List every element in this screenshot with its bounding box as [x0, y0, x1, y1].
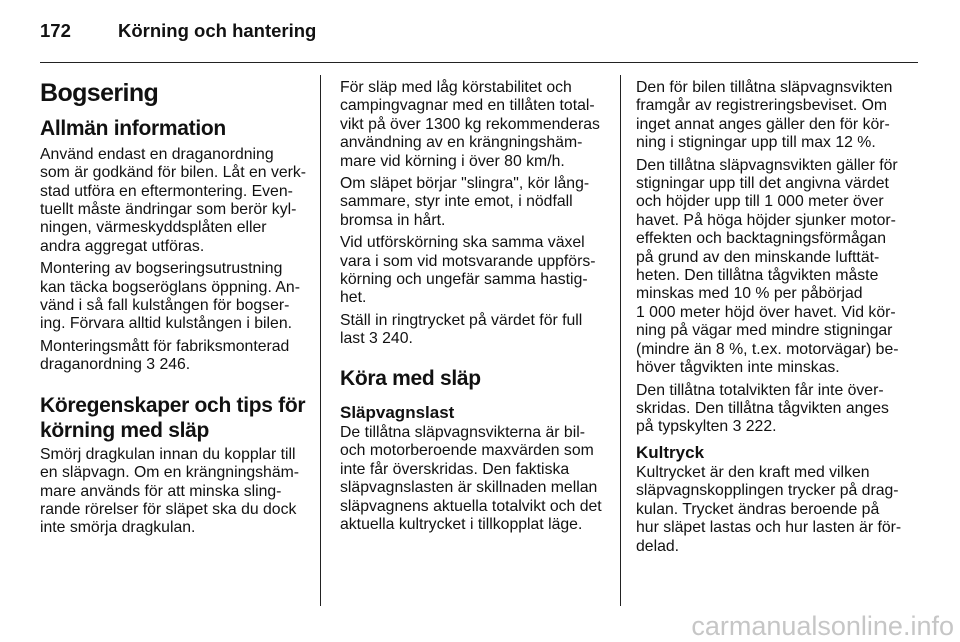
body-paragraph: För släp med låg körstabilitet och campingvagnar med en tillåten total- vikt på över 1300 kg rekommenderas användning av en krängningshäm- mare vid körning i över 80 km/h. [340, 79, 600, 170]
subsection-heading-general-info: Allmän information [40, 116, 226, 140]
body-paragraph: Monteringsmått för fabriksmonterad draganordning 3 246. [40, 337, 290, 374]
page-number: 172 [40, 20, 71, 41]
watermark: carmanualsonline.info [691, 611, 954, 641]
column-3 [636, 79, 901, 556]
section-title: Bogsering [40, 79, 159, 107]
body-paragraph: Den tillåtna totalvikten får inte över- skridas. Den tillåtna tågvikten anges på typskylten 3 222. [636, 381, 889, 436]
column-1 [40, 78, 306, 538]
subheading-drawbar-load: Kultryck [636, 443, 705, 463]
body-paragraph: Vid utförskörning ska samma växel vara i som vid motsvarande uppförs- körning och ungefär samma hastig- het. [340, 234, 596, 307]
body-paragraph: Ställ in ringtrycket på värdet för full last 3 240. [340, 311, 583, 348]
chapter-title: Körning och hantering [118, 20, 317, 41]
body-paragraph: De tillåtna släpvagnsvikterna är bil- och motorberoende maxvärden som inte får överskridas. Den faktiska släpvagnslasten är skillnaden mellan släpvagnens aktuella totalvikt och det aktuella kultrycket i tillkopplat läge. [340, 423, 602, 533]
body-paragraph: Den för bilen tillåtna släpvagnsvikten framgår av registreringsbeviset. Om inget annat anges gäller den för kör- ning i stigningar upp till max 12 %. [636, 79, 893, 152]
header-rule [40, 62, 918, 63]
body-paragraph: Montering av bogseringsutrustning kan täcka bogseröglans öppning. An- vänd i så fall kulstången för bogser- ing. Förvara alltid kulstången i bilen. [40, 260, 300, 333]
body-paragraph: Kultrycket är den kraft med vilken släpvagnskopplingen trycker på drag- kulan. Trycket ändras beroende på hur släpet lastas och hur lasten är för- delad. [636, 463, 902, 555]
column-divider [320, 75, 321, 606]
subsection-heading-driving-tips: Köregenskaper och tips för körning med släp [40, 393, 306, 442]
body-paragraph: Den tillåtna släpvagnsvikten gäller för stigningar upp till det angivna värdet och höjder upp till 1 000 meter över havet. På höga höjder sjunker motor- effekten och backtagningsförmågan på grund av den minskande lufttät- heten. Den tillåtna tågvikten måste minskas med 10 % per påbörjad 1 000 meter höjd över havet. Vid kör- ning på vägar med mindre stigningar (mindre än 8 %, t.ex. motorvägar) be- höver tågvikten inte minskas. [636, 156, 899, 377]
column-divider [620, 75, 621, 606]
body-paragraph: Smörj dragkulan innan du kopplar till en släpvagn. Om en krängningshäm- mare används för att minska sling- rande rörelser för släpet ska du dock inte smörja dragkulan. [40, 445, 300, 537]
section-heading-driving-with-trailer: Köra med släp [340, 366, 481, 390]
body-paragraph: Använd endast en draganordning som är godkänd för bilen. Låt en verk- stad utföra en eftermontering. Even- tuellt måste ändringar som berör kyl- ningen, värmeskyddsplåten eller andra aggregat utföras. [40, 145, 307, 255]
column-2 [340, 79, 602, 534]
subheading-trailer-load: Släpvagnslast [340, 403, 455, 423]
body-paragraph: Om släpet börjar "slingra", kör lång- sammare, styr inte emot, i nödfall bromsa in hårt. [340, 175, 590, 229]
